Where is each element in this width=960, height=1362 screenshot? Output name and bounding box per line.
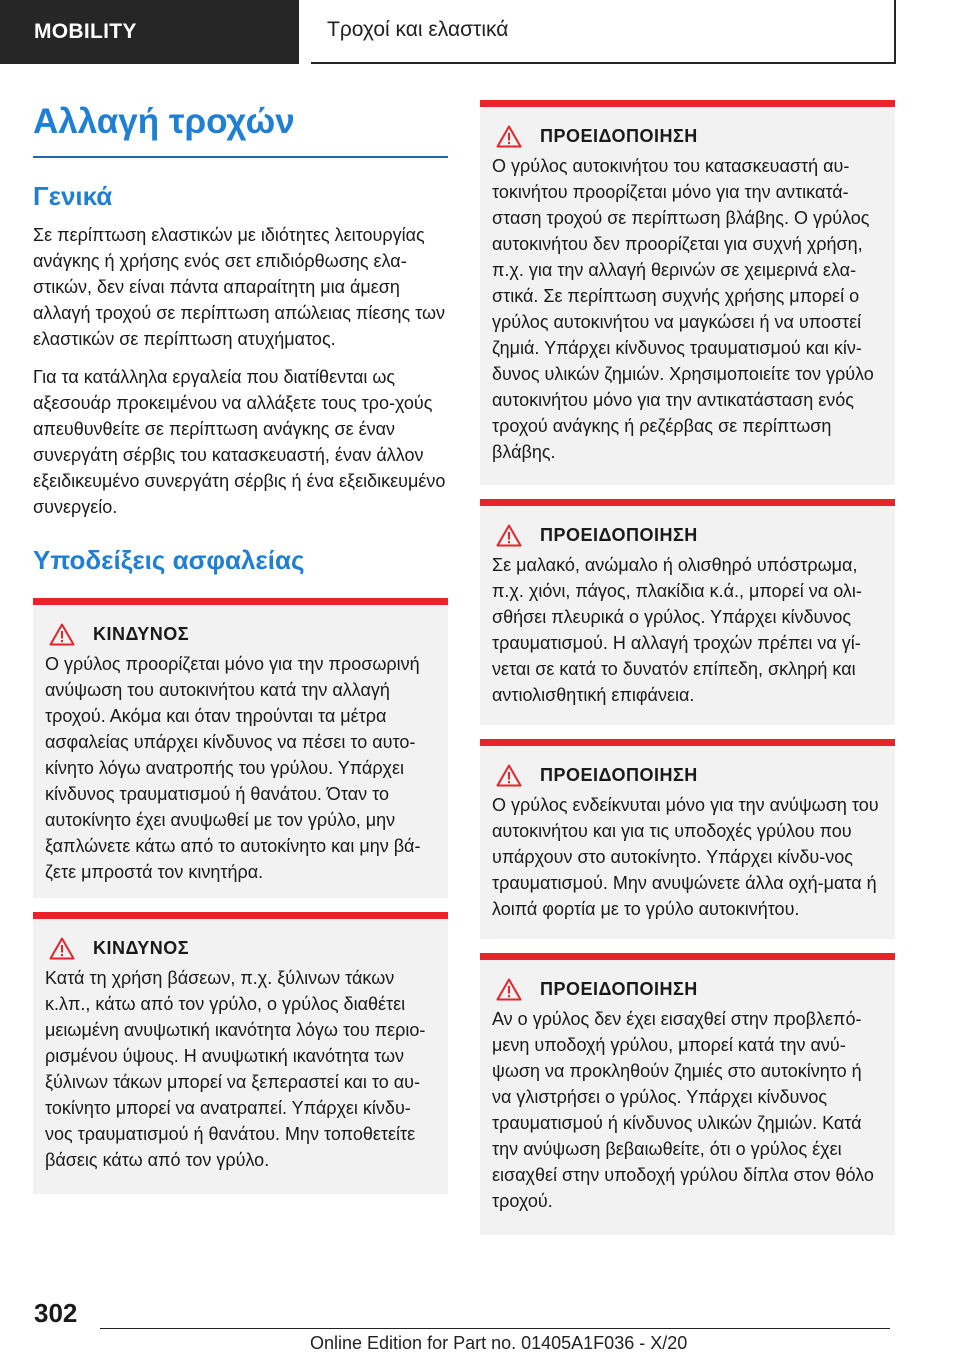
box-text: Ο γρύλος ενδείκνυται μόνο για την ανύψωση του αυτοκινήτου και για τις υποδοχές γρύλου που υπάρχουν στο αυτοκίνητο. Υπάρχει κίνδυ-νος τραυματισμού. Μην ανυψώνετε άλλα οχή-ματα ή λοιπά φορτία με το γρύλο αυτοκινήτου. — [492, 795, 879, 919]
safety-heading: Υποδείξεις ασφαλείας — [33, 545, 305, 575]
header-chapter-label: Τροχοί και ελαστικά — [311, 0, 896, 64]
left-column — [33, 100, 448, 1194]
general-heading: Γενικά — [33, 181, 113, 211]
warning-triangle-icon — [496, 125, 522, 148]
box-title: ΠΡΟΕΙΔΟΠΟΙΗΣΗ — [540, 126, 698, 146]
box-title: ΠΡΟΕΙΔΟΠΟΙΗΣΗ — [540, 765, 698, 785]
warning-triangle-icon — [496, 764, 522, 787]
general-paragraph-1: Σε περίπτωση ελαστικών με ιδιότητες λειτουργίας ανάγκης ή χρήσης ενός σετ επιδιόρθωσης ελα-στικών, δεν είναι πάντα απαραίτητη μια άμεση αλλαγή τροχού σε περίπτωση απώλειας πίεσης των ελαστικών σε περίπτωση ατυχήματος. — [33, 225, 446, 349]
box-title: ΚΙΝΔΥΝΟΣ — [93, 938, 190, 958]
warning-box — [480, 499, 895, 725]
box-title: ΚΙΝΔΥΝΟΣ — [93, 624, 190, 644]
box-text: Ο γρύλος αυτοκινήτου του κατασκευαστή αυ-τοκινήτου προορίζεται μόνο για την αντικατά-σταση τροχού σε περίπτωση βλάβης. Ο γρύλος αυτοκινήτου δεν προορίζεται για συχνή χρήση, π.χ. για την αλλαγή θερινών σε χειμερινά ελα-στικά. Σε περίπτωση συχνής χρήσης μπορεί ο γρύλος αυτοκινήτου να μαγκώσει ή να υποστεί ζημιά. Υπάρχει κίνδυνος τραυματισμού και κίν-δυνος υλικών ζημιών. Χρησιμοποιείτε τον γρύλο αυτοκινήτου μόνο για την αντικατάσταση ενός τροχού ανάγκης ή ρεζέρβας σε περίπτωση βλάβης. — [492, 156, 874, 462]
warning-triangle-icon — [49, 623, 75, 646]
footer-edition-text: Online Edition for Part no. 01405A1F036 - X/20 — [310, 1333, 688, 1353]
warning-box — [480, 100, 895, 485]
warning-triangle-icon — [496, 524, 522, 547]
box-text: Αν ο γρύλος δεν έχει εισαχθεί στην προβλεπό-μενη υποδοχή γρύλου, μπορεί κατά την ανύ-ψωση να προκληθούν ζημιές στο αυτοκίνητο ή να γλιστρήσει ο γρύλος. Υπάρχει κίνδυνος τραυματισμού ή κίνδυνος υλικών ζημιών. Κατά την ανύψωση βεβαιωθείτε, ότι ο γρύλος έχει εισαχθεί στην υποδοχή γρύλου δίπλα στον θόλο τροχού. — [492, 1009, 874, 1211]
page-number: 302 — [34, 1298, 78, 1328]
warning-box — [480, 953, 895, 1235]
right-column — [480, 100, 895, 1235]
footer-divider — [100, 1328, 890, 1329]
header-section-label: MOBILITY — [0, 0, 299, 64]
box-text: Ο γρύλος προορίζεται μόνο για την προσωρινή ανύψωση του αυτοκινήτου κατά την αλλαγή τροχού. Ακόμα και όταν τηρούνται τα μέτρα ασφαλείας υπάρχει κίνδυνος να πέσει το αυτο-κίνητο λόγω ανατροπής του γρύλου. Υπάρχει κίνδυνος τραυματισμού ή θανάτου. Όταν το αυτοκίνητο έχει ανυψωθεί με τον γρύλο, μην ξαπλώνετε κάτω από το αυτοκίνητο και μην βά-ζετε μπροστά τον κινητήρα. — [45, 654, 421, 882]
page-title: Αλλαγή τροχών — [33, 100, 448, 158]
box-text: Σε μαλακό, ανώμαλο ή ολισθηρό υπόστρωμα, π.χ. χιόνι, πάγος, πλακίδια κ.ά., μπορεί να ολι-σθήσει πλευρικά ο γρύλος. Υπάρχει κίνδυνος τραυματισμού. Η αλλαγή τροχών πρέπει να γί-νεται σε κατά το δυνατόν επίπεδη, σκληρή και αντιολισθητική επιφάνεια. — [492, 555, 862, 705]
warning-box — [480, 739, 895, 939]
warning-triangle-icon — [49, 937, 75, 960]
danger-box — [33, 598, 448, 898]
box-title: ΠΡΟΕΙΔΟΠΟΙΗΣΗ — [540, 525, 698, 545]
general-paragraph-2: Για τα κατάλληλα εργαλεία που διατίθενται ως αξεσουάρ προκειμένου να αλλάξετε τους τρο-χούς απευθυνθείτε σε περίπτωση ανάγκης σε έναν συνεργάτη σέρβις του κατασκευαστή, έναν άλλον εξειδικευμένο συνεργάτη σέρβις ή ένα εξειδικευμένο συνεργείο. — [33, 367, 446, 517]
box-text: Κατά τη χρήση βάσεων, π.χ. ξύλινων τάκων κ.λπ., κάτω από τον γρύλο, ο γρύλος διαθέτει μειωμένη ανυψωτική ικανότητα λόγω του περιο-ρισμένου ύψους. Η ανυψωτική ικανότητα των ξύλινων τάκων μπορεί να ξεπεραστεί και το αυ-τοκίνητο μπορεί να ανατραπεί. Υπάρχει κίνδυ-νος τραυματισμού ή θανάτου. Μην τοποθετείτε βάσεις κάτω από τον γρύλο. — [45, 968, 426, 1170]
danger-box — [33, 912, 448, 1194]
box-title: ΠΡΟΕΙΔΟΠΟΙΗΣΗ — [540, 979, 698, 999]
warning-triangle-icon — [496, 978, 522, 1001]
